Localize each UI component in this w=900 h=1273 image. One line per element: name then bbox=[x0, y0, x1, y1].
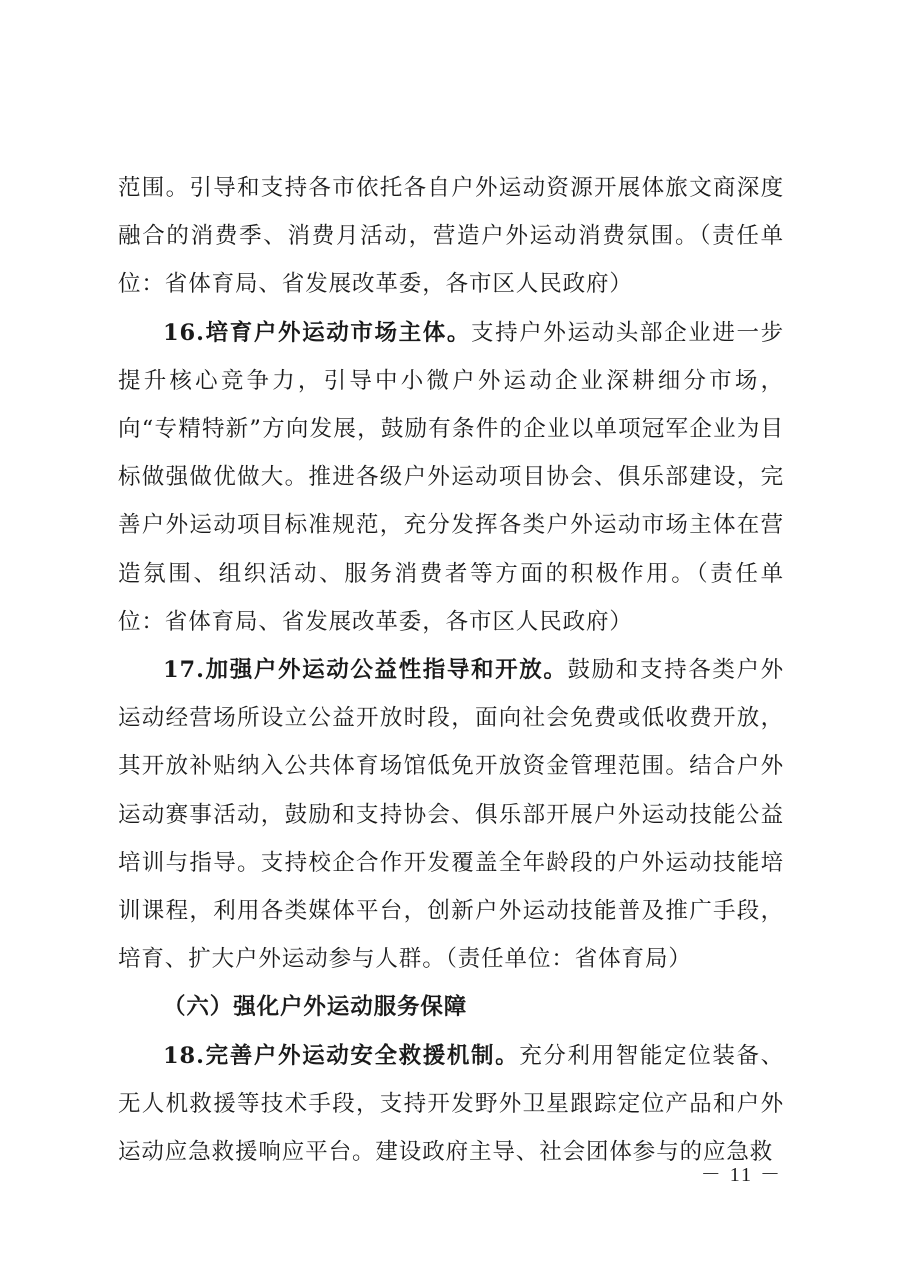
section-heading: （六）强化户外运动服务保障 bbox=[163, 994, 468, 1021]
paragraph-text: 支持户外运动头部企业进一步提升核心竞争力，引导中小微户外运动企业深耕细分市场，向“专精特新”方向发展，鼓励有条件的企业以单项冠军企业为目标做强做优做大。推进各级户外运动项目协会、俱乐部建设，完善户外运动项目标准规范，充分发挥各类户外运动市场主体在营造氛围、组织活动、服务消费者等方面的积极作用。（责任单位：省体育局、省发展改革委，各市区人民政府） bbox=[118, 319, 785, 635]
document-body bbox=[118, 164, 784, 1176]
page-number: － 11 － bbox=[700, 1164, 782, 1186]
item-heading: 16.培育户外运动市场主体。 bbox=[163, 319, 472, 346]
item-heading: 18.完善户外运动安全救援机制。 bbox=[163, 1042, 520, 1069]
paragraph-item-16 bbox=[118, 309, 784, 646]
paragraph-text: 鼓励和支持各类户外运动经营场所设立公益开放时段，面向社会免费或低收费开放，其开放补贴纳入公共体育场馆低免开放资金管理范围。结合户外运动赛事活动，鼓励和支持协会、俱乐部开展户外运动技能公益培训与指导。支持校企合作开发覆盖全年龄段的户外运动技能培训课程，利用各类媒体平台，创新户外运动技能普及推广手段，培育、扩大户外运动参与人群。（责任单位：省体育局） bbox=[118, 657, 784, 973]
paragraph-item-18 bbox=[118, 1032, 784, 1177]
paragraph-continuation bbox=[118, 164, 784, 309]
paragraph-item-17 bbox=[118, 646, 784, 983]
paragraph-text: 充分利用智能定位装备、无人机救援等技术手段，支持开发野外卫星跟踪定位产品和户外运动应急救援响应平台。建设政府主导、社会团体参与的应急救 bbox=[118, 1042, 784, 1166]
paragraph-text: 范围。引导和支持各市依托各自户外运动资源开展体旅文商深度融合的消费季、消费月活动，营造户外运动消费氛围。（责任单位：省体育局、省发展改革委，各市区人民政府） bbox=[118, 175, 784, 298]
item-heading: 17.加强户外运动公益性指导和开放。 bbox=[163, 657, 568, 684]
